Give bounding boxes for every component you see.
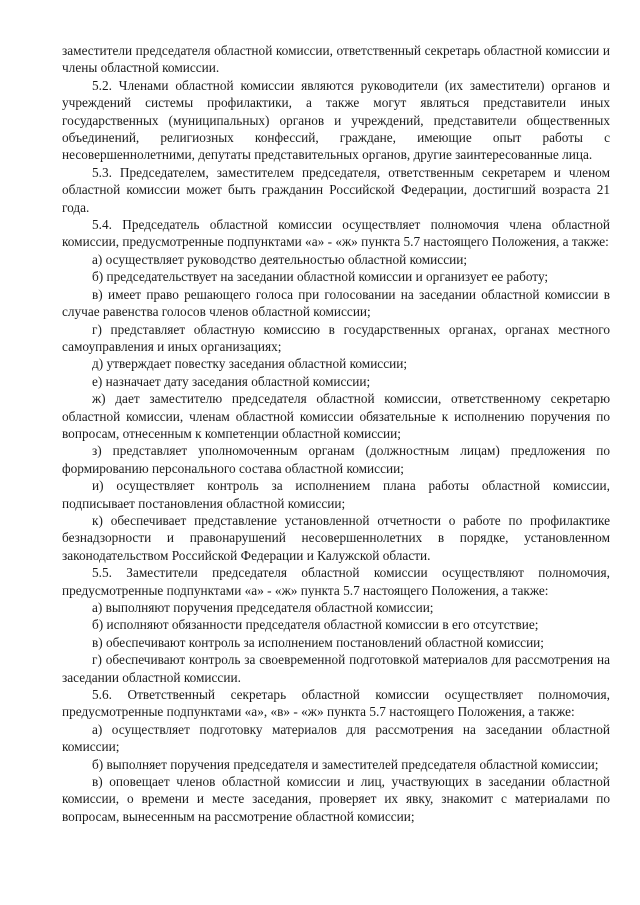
paragraph-5-4-d: д) утверждает повестку заседания областной комиссии; xyxy=(92,356,408,372)
paragraph-5-4-z: з) представляет уполномоченным органам (должностным лицам) предложения по формированию персонального состава областной комиссии; xyxy=(62,443,610,476)
paragraph-5-5-g: г) обеспечивают контроль за своевременной подготовкой материалов для рассмотрения на заседании областной комиссии. xyxy=(62,652,610,685)
paragraph-5-6-a: а) осуществляет подготовку материалов для рассмотрения на заседании областной комиссии; xyxy=(62,721,610,755)
paragraph-5-4-a: а) осуществляет руководство деятельностью областной комиссии; xyxy=(92,251,468,267)
paragraph-5-4-g: г) представляет областную комиссию в государственных органах, органах местного самоуправления и иных организациях; xyxy=(62,321,610,354)
document-page xyxy=(62,42,610,825)
paragraph-5-3: 5.3. Председателем, заместителем председателя, ответственным секретарем и членом областной комиссии может быть гражданин Российской Федерации, достигший возраста 21 года. xyxy=(62,164,610,215)
paragraph-5-4-k: к) обеспечивает представление установленной отчетности о работе по профилактике безнадзорности и правонарушений несовершеннолетних в порядке, установленном законодательством Российской Федерации и Калужской области. xyxy=(62,512,610,563)
paragraph-5-4-v: в) имеет право решающего голоса при голосовании на заседании областной комиссии в случае равенства голосов членов областной комиссии; xyxy=(62,286,610,320)
paragraph-5-6: 5.6. Ответственный секретарь областной комиссии осуществляет полномочия, предусмотренные подпунктами «а», «в» - «ж» пункта 5.7 настоящего Положения, а также: xyxy=(62,687,610,720)
paragraph-5-6-b: б) выполняет поручения председателя и заместителей председателя областной комиссии; xyxy=(92,756,599,772)
paragraph-5-1-continuation: заместители председателя областной комиссии, ответственный секретарь областной комиссии и члены областной комиссии. xyxy=(62,43,610,76)
paragraph-5-4-b: б) председательствует на заседании областной комиссии и организует ее работу; xyxy=(92,269,549,285)
paragraph-5-4: 5.4. Председатель областной комиссии осуществляет полномочия члена областной комиссии, предусмотренные подпунктами «а» - «ж» пункта 5.7 настоящего Положения, а также: xyxy=(62,217,610,250)
paragraph-5-5-a: а) выполняют поручения председателя областной комиссии; xyxy=(92,600,434,615)
paragraph-5-2: 5.2. Членами областной комиссии являются руководители (их заместители) органов и учреждений системы профилактики, а также могут являться представители иных государственных (муниципальных) органов и учреждений, представители общественных объединений, религиозных конфессий, граждане, имеющие опыт работы с несовершеннолетними, депутаты представительных органов, другие заинтересованные лица. xyxy=(62,77,610,163)
paragraph-5-4-zh: ж) дает заместителю председателя областной комиссии, ответственному секретарю областной комиссии, членам областной комиссии обязательные к исполнению поручения по вопросам, отнесенным к компетенции областной комиссии; xyxy=(62,391,610,441)
paragraph-5-4-i: и) осуществляет контроль за исполнением плана работы областной комиссии, подписывает постановления областной комиссии; xyxy=(62,478,610,511)
paragraph-5-4-e: е) назначает дату заседания областной комиссии; xyxy=(92,373,371,389)
paragraph-5-5-b: б) исполняют обязанности председателя областной комиссии в его отсутствие; xyxy=(92,617,539,633)
paragraph-5-5-v: в) обеспечивают контроль за исполнением постановлений областной комиссии; xyxy=(92,634,544,650)
paragraph-5-6-v: в) оповещает членов областной комиссии и лиц, участвующих в заседании областной комиссии, о времени и месте заседания, проверяет их явку, знакомит с материалами по вопросам, вынесенным на рассмотрение областной комиссии; xyxy=(62,774,610,824)
paragraph-5-5: 5.5. Заместители председателя областной комиссии осуществляют полномочия, предусмотренные подпунктами «а» - «ж» пункта 5.7 настоящего Положения, а также: xyxy=(62,565,610,598)
